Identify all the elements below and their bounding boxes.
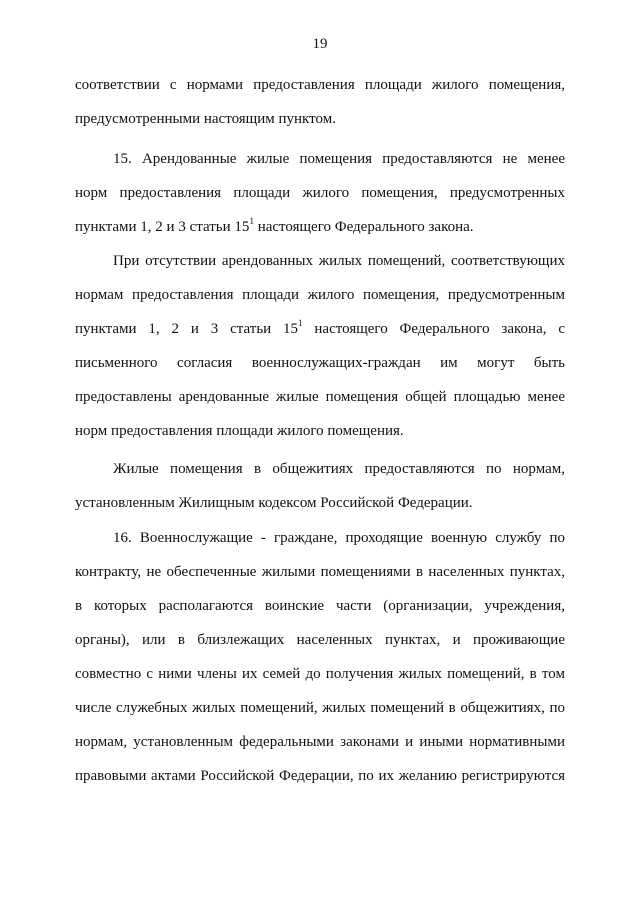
paragraph bbox=[75, 244, 565, 448]
text-line: контракту, не обеспеченные жилыми помещениями в населенных пунктах, bbox=[75, 564, 565, 580]
page-number: 19 bbox=[312, 36, 328, 52]
superscript: 1 bbox=[298, 318, 303, 328]
text-line: соответствии с нормами предоставления площади жилого помещения, bbox=[75, 77, 565, 93]
text-line-with-superscript bbox=[75, 312, 565, 346]
text-line: письменного согласия военнослужащих-граждан им могут быть bbox=[75, 355, 565, 371]
text-line: норм предоставления площади жилого помещения. bbox=[75, 423, 404, 439]
text-line: 16. Военнослужащие - граждане, проходящие военную службу по bbox=[113, 530, 565, 546]
text-line: в которых располагаются воинские части (организации, учреждения, bbox=[75, 598, 565, 614]
line-segment: настоящего Федерального закона. bbox=[253, 219, 474, 235]
line-segment: настоящего Федерального закона, с bbox=[302, 321, 565, 337]
text-line: нормам предоставления площади жилого помещения, предусмотренным bbox=[75, 287, 565, 303]
text-line: норм предоставления площади жилого помещения, предусмотренных bbox=[75, 185, 565, 201]
line-segment: пунктами 1, 2 и 3 статьи 15 bbox=[75, 219, 250, 235]
text-line: правовыми актами Российской Федерации, по их желанию регистрируются bbox=[75, 768, 565, 784]
line-segment: пунктами 1, 2 и 3 статьи 15 bbox=[75, 321, 299, 337]
paragraph bbox=[75, 452, 565, 520]
text-line: совместно с ними члены их семей до получения жилых помещений, в том bbox=[75, 666, 565, 682]
text-line: предоставлены арендованные жилые помещения общей площадью менее bbox=[75, 389, 565, 405]
text-line-with-superscript bbox=[75, 210, 565, 244]
text-line: предусмотренными настоящим пунктом. bbox=[75, 111, 336, 127]
text-line: 15. Арендованные жилые помещения предоставляются не менее bbox=[113, 151, 565, 167]
paragraph bbox=[75, 142, 565, 244]
text-line: Жилые помещения в общежитиях предоставляются по нормам, bbox=[113, 461, 565, 477]
text-line: нормам, установленным федеральными законами и иными нормативными bbox=[75, 734, 565, 750]
text-line: числе служебных жилых помещений, жилых помещений в общежитиях, по bbox=[75, 700, 565, 716]
text-line: установленным Жилищным кодексом Российской Федерации. bbox=[75, 495, 473, 511]
superscript: 1 bbox=[249, 216, 254, 226]
paragraph bbox=[75, 521, 565, 793]
paragraph bbox=[75, 68, 565, 136]
text-line: При отсутствии арендованных жилых помещений, соответствующих bbox=[113, 253, 565, 269]
text-line: органы), или в близлежащих населенных пунктах, и проживающие bbox=[75, 632, 565, 648]
